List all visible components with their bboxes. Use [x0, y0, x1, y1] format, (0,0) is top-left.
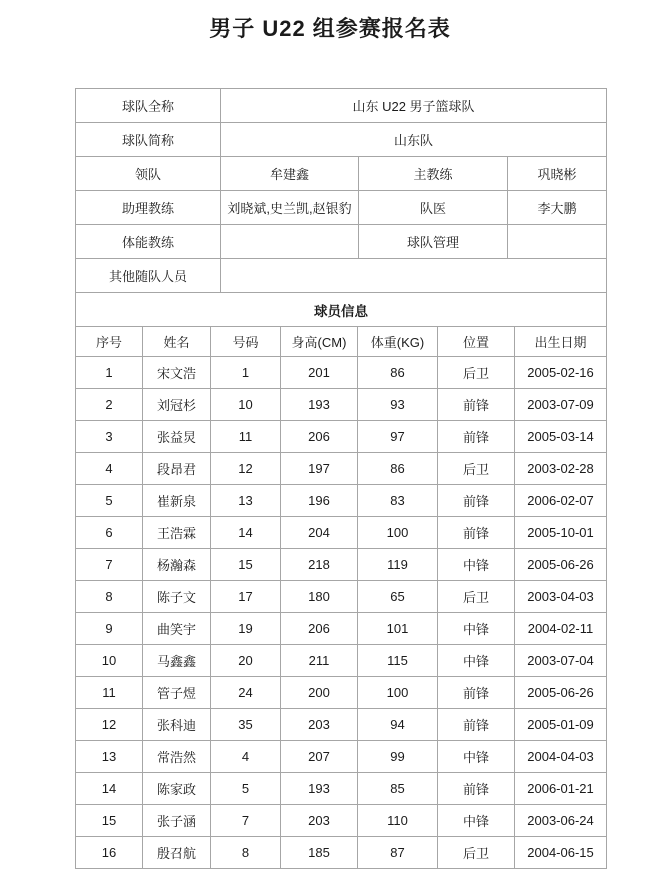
player-seq: 5 [76, 485, 143, 517]
player-dob: 2006-02-07 [515, 485, 607, 517]
players-header-cell: 序号 [76, 327, 143, 357]
player-height: 203 [281, 805, 358, 837]
player-weight: 85 [358, 773, 438, 805]
players-header-cell: 位置 [438, 327, 515, 357]
player-row [76, 549, 607, 581]
player-weight: 86 [358, 357, 438, 389]
leader-coach-row [76, 157, 607, 191]
team-doctor-label: 队医 [359, 191, 508, 225]
team-full-name-row [76, 89, 607, 123]
player-number: 17 [211, 581, 281, 613]
player-seq: 7 [76, 549, 143, 581]
players-header-cell: 身高(CM) [281, 327, 358, 357]
team-full-name-label: 球队全称 [76, 89, 221, 123]
player-number: 8 [211, 837, 281, 869]
player-seq: 4 [76, 453, 143, 485]
player-seq: 6 [76, 517, 143, 549]
page-title: 男子 U22 组参赛报名表 [209, 16, 451, 41]
player-weight: 110 [358, 805, 438, 837]
player-height: 185 [281, 837, 358, 869]
player-seq: 8 [76, 581, 143, 613]
player-seq: 16 [76, 837, 143, 869]
player-dob: 2003-02-28 [515, 453, 607, 485]
player-weight: 65 [358, 581, 438, 613]
player-seq: 1 [76, 357, 143, 389]
player-row [76, 741, 607, 773]
player-weight: 93 [358, 389, 438, 421]
player-name: 刘冠杉 [143, 389, 211, 421]
players-header-cell: 号码 [211, 327, 281, 357]
player-dob: 2006-01-21 [515, 773, 607, 805]
players-table-body [76, 357, 607, 869]
player-seq: 15 [76, 805, 143, 837]
player-position: 中锋 [438, 805, 515, 837]
player-number: 7 [211, 805, 281, 837]
player-dob: 2005-03-14 [515, 421, 607, 453]
player-position: 中锋 [438, 613, 515, 645]
player-weight: 115 [358, 645, 438, 677]
player-name: 段昂君 [143, 453, 211, 485]
player-weight: 94 [358, 709, 438, 741]
player-dob: 2004-06-15 [515, 837, 607, 869]
player-row [76, 421, 607, 453]
player-height: 204 [281, 517, 358, 549]
head-coach-value: 巩晓彬 [508, 157, 607, 191]
player-height: 206 [281, 421, 358, 453]
player-row [76, 837, 607, 869]
team-short-name-row [76, 123, 607, 157]
player-name: 张益炅 [143, 421, 211, 453]
player-weight: 99 [358, 741, 438, 773]
player-name: 陈家政 [143, 773, 211, 805]
player-position: 前锋 [438, 773, 515, 805]
player-dob: 2005-10-01 [515, 517, 607, 549]
player-height: 180 [281, 581, 358, 613]
player-dob: 2004-04-03 [515, 741, 607, 773]
player-dob: 2005-06-26 [515, 677, 607, 709]
player-seq: 11 [76, 677, 143, 709]
players-header-cell: 体重(KG) [358, 327, 438, 357]
player-position: 中锋 [438, 549, 515, 581]
player-number: 19 [211, 613, 281, 645]
player-name: 常浩然 [143, 741, 211, 773]
player-dob: 2003-07-04 [515, 645, 607, 677]
player-name: 宋文浩 [143, 357, 211, 389]
fitness-coach-value [221, 225, 359, 259]
player-row [76, 645, 607, 677]
team-short-name-value: 山东队 [221, 123, 607, 157]
team-short-name-label: 球队简称 [76, 123, 221, 157]
player-seq: 3 [76, 421, 143, 453]
assistant-coach-label: 助理教练 [76, 191, 221, 225]
player-dob: 2003-07-09 [515, 389, 607, 421]
team-manager-label: 球队管理 [359, 225, 508, 259]
player-seq: 9 [76, 613, 143, 645]
player-name: 张科迪 [143, 709, 211, 741]
player-number: 20 [211, 645, 281, 677]
other-staff-label: 其他随队人员 [76, 259, 221, 293]
player-seq: 2 [76, 389, 143, 421]
player-number: 5 [211, 773, 281, 805]
player-row [76, 805, 607, 837]
player-weight: 87 [358, 837, 438, 869]
player-name: 殷召航 [143, 837, 211, 869]
players-header-cell: 姓名 [143, 327, 211, 357]
player-dob: 2003-04-03 [515, 581, 607, 613]
leader-value: 牟建鑫 [221, 157, 359, 191]
player-dob: 2005-01-09 [515, 709, 607, 741]
player-height: 193 [281, 389, 358, 421]
players-table [75, 326, 607, 869]
player-weight: 101 [358, 613, 438, 645]
fitness-manager-row [76, 225, 607, 259]
other-staff-row [76, 259, 607, 293]
player-name: 陈子文 [143, 581, 211, 613]
player-number: 24 [211, 677, 281, 709]
player-name: 管子煜 [143, 677, 211, 709]
player-height: 193 [281, 773, 358, 805]
player-number: 35 [211, 709, 281, 741]
player-row [76, 581, 607, 613]
player-row [76, 709, 607, 741]
leader-label: 领队 [76, 157, 221, 191]
players-section-row [76, 293, 607, 327]
player-number: 12 [211, 453, 281, 485]
team-full-name-value: 山东 U22 男子篮球队 [221, 89, 607, 123]
player-position: 前锋 [438, 485, 515, 517]
other-staff-value [221, 259, 607, 293]
player-height: 206 [281, 613, 358, 645]
players-header-cell: 出生日期 [515, 327, 607, 357]
player-row [76, 453, 607, 485]
player-number: 11 [211, 421, 281, 453]
player-seq: 14 [76, 773, 143, 805]
player-name: 王浩霖 [143, 517, 211, 549]
player-weight: 86 [358, 453, 438, 485]
player-position: 后卫 [438, 837, 515, 869]
head-coach-label: 主教练 [359, 157, 508, 191]
player-name: 张子涵 [143, 805, 211, 837]
player-row [76, 357, 607, 389]
player-row [76, 613, 607, 645]
fitness-coach-label: 体能教练 [76, 225, 221, 259]
player-dob: 2004-02-11 [515, 613, 607, 645]
player-row [76, 773, 607, 805]
player-position: 后卫 [438, 581, 515, 613]
player-name: 曲笑宇 [143, 613, 211, 645]
player-weight: 100 [358, 677, 438, 709]
player-height: 201 [281, 357, 358, 389]
player-position: 前锋 [438, 517, 515, 549]
player-dob: 2003-06-24 [515, 805, 607, 837]
player-number: 13 [211, 485, 281, 517]
assistant-doctor-row [76, 191, 607, 225]
player-height: 196 [281, 485, 358, 517]
player-row [76, 389, 607, 421]
player-position: 前锋 [438, 709, 515, 741]
player-row [76, 485, 607, 517]
player-height: 200 [281, 677, 358, 709]
player-height: 207 [281, 741, 358, 773]
player-seq: 13 [76, 741, 143, 773]
player-name: 崔新泉 [143, 485, 211, 517]
player-row [76, 517, 607, 549]
player-name: 马鑫鑫 [143, 645, 211, 677]
player-number: 15 [211, 549, 281, 581]
player-height: 218 [281, 549, 358, 581]
player-position: 前锋 [438, 389, 515, 421]
player-height: 211 [281, 645, 358, 677]
team-doctor-value: 李大鹏 [508, 191, 607, 225]
players-header-row [76, 327, 607, 357]
player-position: 中锋 [438, 645, 515, 677]
players-section-title: 球员信息 [76, 293, 607, 327]
player-dob: 2005-02-16 [515, 357, 607, 389]
player-seq: 12 [76, 709, 143, 741]
assistant-coach-value: 刘晓斌,史兰凯,赵银豹 [221, 191, 359, 225]
player-position: 后卫 [438, 357, 515, 389]
player-position: 前锋 [438, 677, 515, 709]
player-position: 中锋 [438, 741, 515, 773]
player-seq: 10 [76, 645, 143, 677]
player-name: 杨瀚森 [143, 549, 211, 581]
team-manager-value [508, 225, 607, 259]
player-position: 后卫 [438, 453, 515, 485]
player-weight: 119 [358, 549, 438, 581]
player-number: 10 [211, 389, 281, 421]
player-height: 203 [281, 709, 358, 741]
player-position: 前锋 [438, 421, 515, 453]
player-weight: 97 [358, 421, 438, 453]
player-number: 1 [211, 357, 281, 389]
player-number: 14 [211, 517, 281, 549]
player-dob: 2005-06-26 [515, 549, 607, 581]
player-number: 4 [211, 741, 281, 773]
player-height: 197 [281, 453, 358, 485]
player-weight: 100 [358, 517, 438, 549]
player-row [76, 677, 607, 709]
team-info-table [75, 88, 607, 327]
player-weight: 83 [358, 485, 438, 517]
